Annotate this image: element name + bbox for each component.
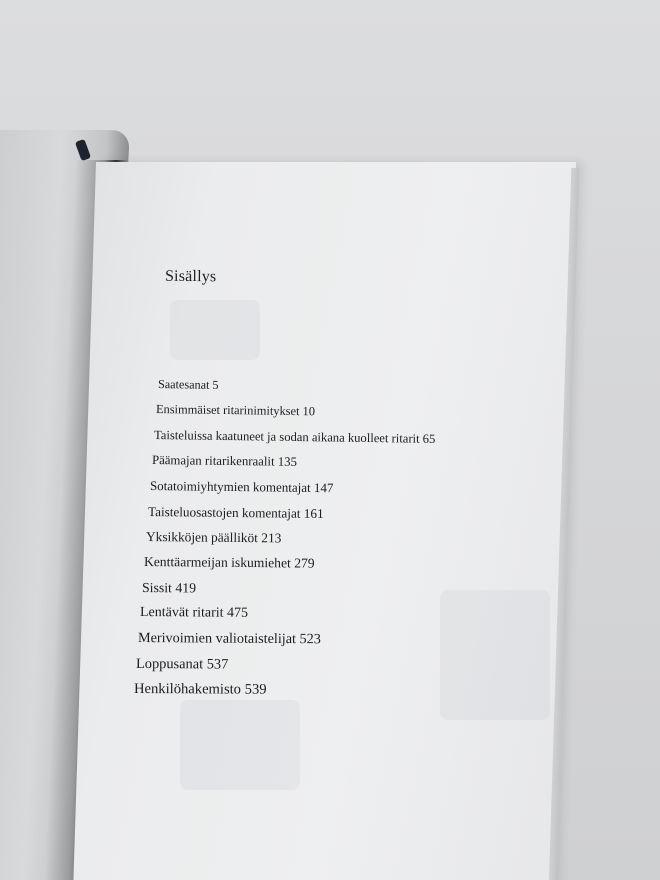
show-through-mark bbox=[180, 700, 300, 790]
show-through-mark bbox=[440, 590, 550, 720]
toc-entry-title: Henkilöhakemisto bbox=[133, 681, 242, 698]
toc-entry bbox=[136, 656, 228, 674]
toc-entry bbox=[134, 681, 267, 699]
toc-entry bbox=[142, 580, 196, 596]
toc-entry-page-number: 419 bbox=[175, 579, 197, 596]
toc-entry bbox=[144, 554, 315, 572]
toc-entry-title: Taisteluosastojen komentajat bbox=[147, 503, 301, 521]
toc-entry bbox=[150, 478, 334, 496]
contents-page bbox=[72, 162, 576, 880]
toc-entry bbox=[152, 453, 297, 470]
toc-entry bbox=[138, 630, 321, 648]
toc-entry-page-number: 475 bbox=[227, 605, 249, 621]
toc-entry-page-number: 279 bbox=[294, 555, 315, 571]
toc-entry-page-number: 523 bbox=[299, 631, 321, 648]
toc-entry-title: Sotatoimiyhtymien komentajat bbox=[149, 478, 311, 496]
toc-entry-title: Merivoimien valiotaistelijat bbox=[137, 630, 297, 648]
toc-entry-title: Saatesanat bbox=[157, 377, 210, 392]
toc-entry bbox=[140, 605, 248, 622]
show-through-mark bbox=[170, 300, 260, 360]
toc-entry-title: Päämajan ritarikenraalit bbox=[151, 453, 275, 469]
toc-entry-page-number: 537 bbox=[206, 656, 229, 673]
toc-entry-page-number: 5 bbox=[212, 377, 219, 392]
toc-entry-page-number: 135 bbox=[277, 454, 298, 469]
toc-entry-title: Yksikköjen päälliköt bbox=[145, 529, 259, 546]
toc-entry-page-number: 10 bbox=[302, 404, 316, 419]
toc-entry bbox=[146, 529, 282, 546]
toc-entry-page-number: 161 bbox=[303, 505, 324, 521]
toc-entry-title: Ensimmäiset ritarinimitykset bbox=[155, 402, 300, 419]
toc-entry-page-number: 213 bbox=[261, 530, 282, 546]
toc-entry-title: Kenttäarmeijan iskumiehet bbox=[143, 554, 291, 571]
toc-entry-title: Lentävät ritarit bbox=[139, 605, 224, 621]
toc-entry bbox=[156, 402, 315, 419]
toc-entry-title: Taisteluissa kaatuneet ja sodan aikana kuolleet ritarit bbox=[153, 427, 420, 446]
toc-entry-page-number: 539 bbox=[244, 681, 267, 698]
toc-entry-page-number: 65 bbox=[422, 431, 436, 446]
toc-entry-title: Loppusanat bbox=[135, 655, 204, 673]
toc-entry-page-number: 147 bbox=[313, 480, 334, 496]
page-title: Sisällys bbox=[164, 267, 217, 286]
toc-entry-title: Sissit bbox=[141, 579, 172, 595]
toc-entry bbox=[158, 377, 219, 393]
toc-entry bbox=[148, 504, 324, 522]
